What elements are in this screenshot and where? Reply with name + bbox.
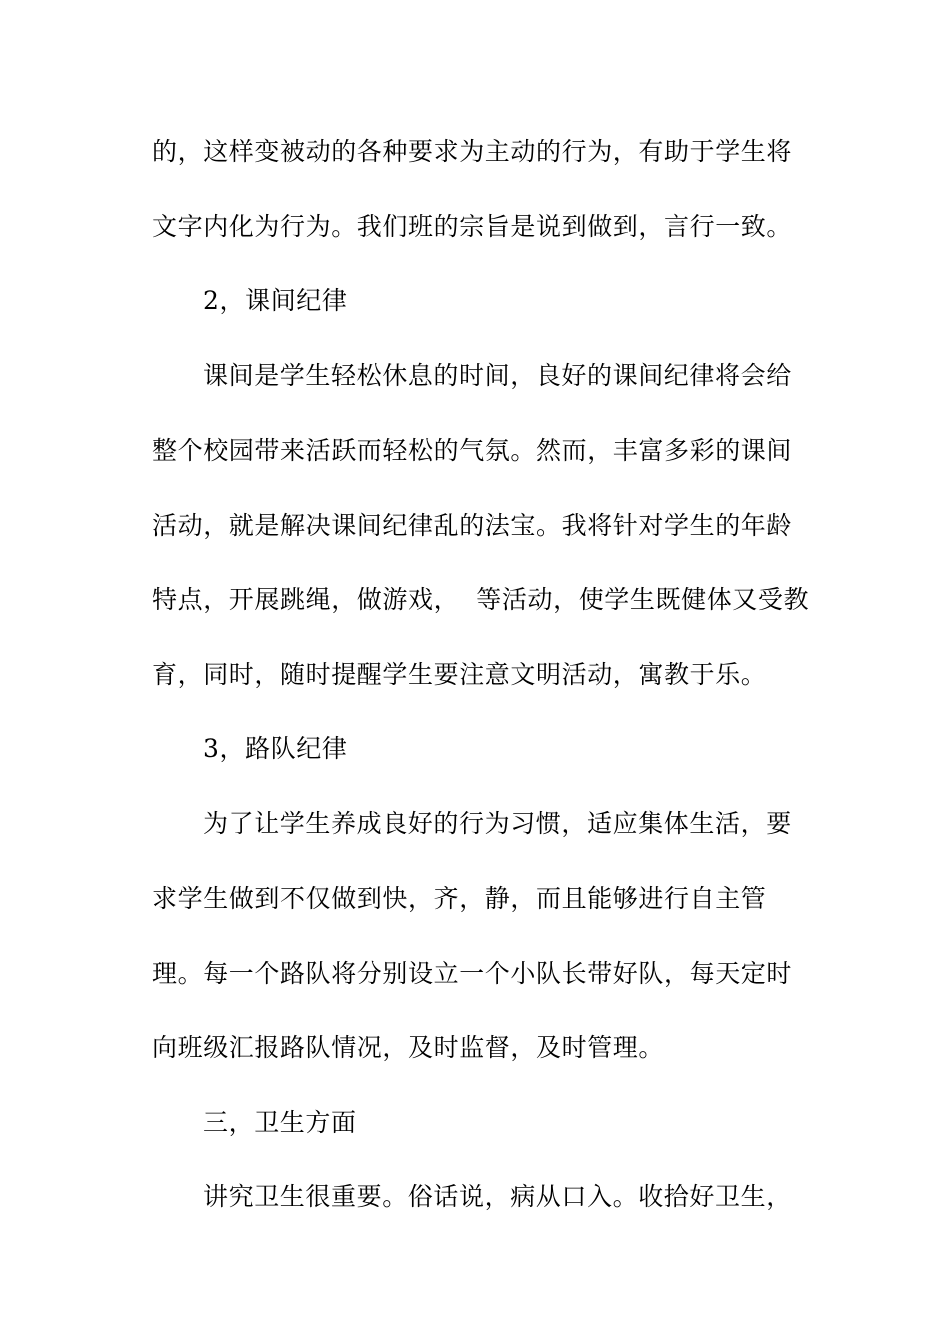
paragraph-line: 讲究卫生很重要。俗话说，病从口入。收拾好卫生，: [203, 1182, 792, 1211]
paragraph-line: 向班级汇报路队情况，及时监督，及时管理。: [152, 1033, 665, 1062]
section-heading: 三，卫生方面: [203, 1108, 357, 1137]
section-heading: 2，课间纪律: [203, 286, 348, 315]
paragraph-line: 为了让学生养成良好的行为习惯，适应集体生活，要: [203, 809, 792, 838]
paragraph-line: 整个校园带来活跃而轻松的气氛。然而，丰富多彩的课间: [152, 436, 793, 465]
paragraph-line: 求学生做到不仅做到快，齐，静，而且能够进行自主管: [152, 884, 767, 913]
section-heading: 3，路队纪律: [203, 734, 348, 763]
paragraph-line: 活动，就是解决课间纪律乱的法宝。我将针对学生的年龄: [152, 511, 793, 540]
paragraph-line: 特点，开展跳绳，做游戏， 等活动，使学生既健体又受教: [152, 585, 810, 614]
paragraph-line: 的，这样变被动的各种要求为主动的行为，有助于学生将: [152, 137, 793, 166]
paragraph-line: 文字内化为行为。我们班的宗旨是说到做到，言行一致。: [152, 212, 793, 241]
paragraph-line: 课间是学生轻松休息的时间，良好的课间纪律将会给: [203, 361, 792, 390]
paragraph-line: 育，同时，随时提醒学生要注意文明活动，寓教于乐。: [152, 660, 767, 689]
paragraph-line: 理。每一个路队将分别设立一个小队长带好队，每天定时: [152, 959, 793, 988]
